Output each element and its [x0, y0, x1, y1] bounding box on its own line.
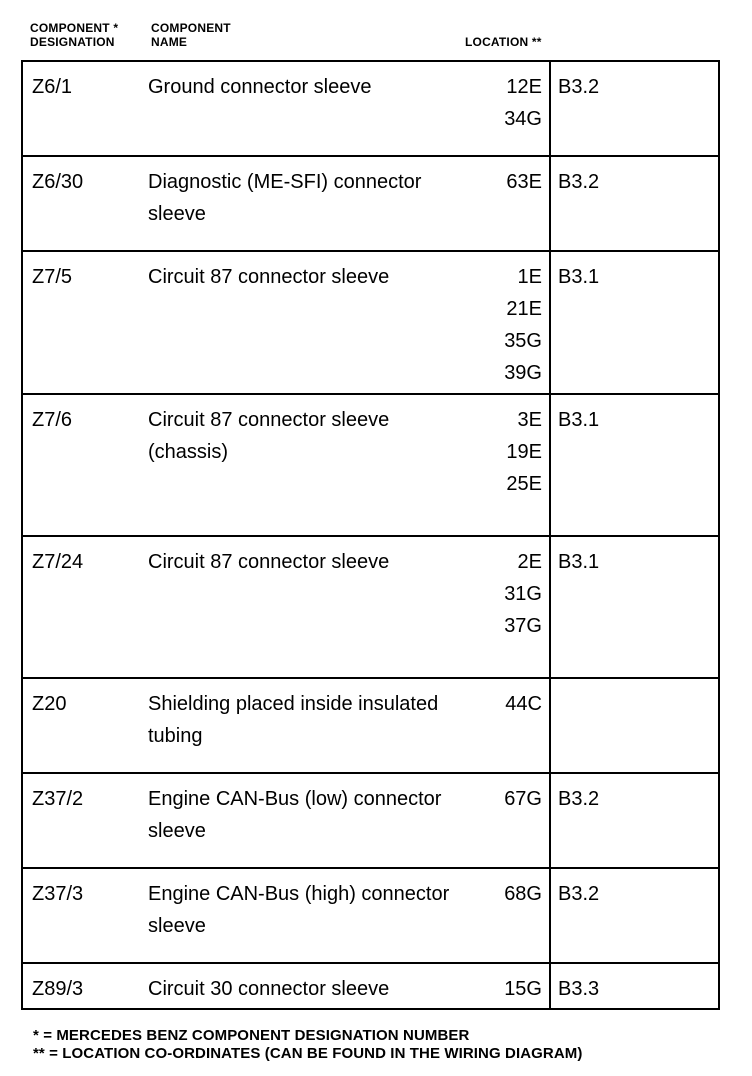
location-coordinate: 21E [506, 298, 542, 320]
location-coordinate: 44C [505, 693, 542, 715]
footnote-designation: * = MERCEDES BENZ COMPONENT DESIGNATION NUMBER [33, 1027, 470, 1044]
table-row [21, 535, 720, 679]
cell-component-name: Ground connector sleeve [148, 76, 372, 98]
location-coordinate: 12E [506, 76, 542, 98]
cell-section: B3.3 [558, 978, 600, 1000]
cell-component-name: Circuit 87 connector sleeve [148, 551, 390, 573]
cell-locations [504, 546, 542, 642]
location-coordinate: 2E [517, 551, 542, 573]
cell-locations [506, 166, 542, 198]
column-divider [549, 964, 551, 1008]
table-row [21, 962, 720, 1010]
cell-component-name: Diagnostic (ME-SFI) connector sleeve [148, 171, 422, 225]
cell-component-name: Circuit 87 connector sleeve [148, 266, 390, 288]
location-coordinate: 15G [504, 978, 542, 1000]
cell-designation: Z89/3 [32, 978, 84, 1000]
location-coordinate: 68G [504, 883, 542, 905]
location-coordinate: 37G [504, 615, 542, 637]
component-table [21, 60, 722, 1010]
location-coordinate: 63E [506, 171, 542, 193]
cell-locations [504, 783, 542, 815]
cell-section: B3.2 [558, 171, 600, 193]
location-coordinate: 34G [504, 108, 542, 130]
cell-component-name: Engine CAN-Bus (high) connector sleeve [148, 883, 450, 937]
footnote-location: ** = LOCATION CO-ORDINATES (CAN BE FOUND IN THE WIRING DIAGRAM) [33, 1045, 583, 1062]
cell-designation: Z20 [32, 693, 67, 715]
cell-designation: Z37/2 [32, 788, 84, 810]
location-coordinate: 67G [504, 788, 542, 810]
column-divider [549, 157, 551, 250]
column-divider [549, 395, 551, 535]
cell-designation: Z7/24 [32, 551, 84, 573]
table-row [21, 155, 720, 252]
cell-designation: Z6/30 [32, 171, 84, 193]
cell-locations [504, 71, 542, 135]
location-coordinate: 39G [504, 362, 542, 384]
header-component-name: COMPONENT NAME [151, 21, 231, 49]
location-coordinate: 35G [504, 330, 542, 352]
location-coordinate: 1E [517, 266, 542, 288]
cell-locations [505, 688, 542, 720]
table-row [21, 867, 720, 964]
table-row [21, 393, 720, 537]
location-coordinate: 3E [517, 409, 542, 431]
table-row [21, 60, 720, 157]
cell-locations [504, 973, 542, 1005]
table-row [21, 250, 720, 395]
cell-designation: Z6/1 [32, 76, 73, 98]
column-divider [549, 869, 551, 962]
cell-designation: Z7/6 [32, 409, 73, 431]
cell-locations [504, 878, 542, 910]
table-row [21, 772, 720, 869]
cell-designation: Z37/3 [32, 883, 84, 905]
location-coordinate: 25E [506, 473, 542, 495]
cell-designation: Z7/5 [32, 266, 73, 288]
table-row [21, 677, 720, 774]
cell-component-name: Shielding placed inside insulated tubing [148, 693, 439, 747]
cell-component-name: Circuit 30 connector sleeve [148, 978, 390, 1000]
column-divider [549, 774, 551, 867]
location-coordinate: 31G [504, 583, 542, 605]
cell-locations [504, 261, 542, 389]
column-divider [549, 62, 551, 155]
location-coordinate: 19E [506, 441, 542, 463]
cell-section: B3.2 [558, 883, 600, 905]
column-divider [549, 679, 551, 772]
cell-section: B3.1 [558, 266, 600, 288]
cell-locations [506, 404, 542, 500]
column-divider [549, 252, 551, 393]
cell-section: B3.2 [558, 76, 600, 98]
header-component-designation: COMPONENT * DESIGNATION [30, 21, 119, 49]
cell-section: B3.2 [558, 788, 600, 810]
cell-section: B3.1 [558, 551, 600, 573]
cell-component-name: Engine CAN-Bus (low) connector sleeve [148, 788, 442, 842]
column-divider [549, 537, 551, 677]
cell-section: B3.1 [558, 409, 600, 431]
header-location: LOCATION ** [465, 35, 542, 49]
cell-component-name: Circuit 87 connector sleeve (chassis) [148, 409, 390, 463]
